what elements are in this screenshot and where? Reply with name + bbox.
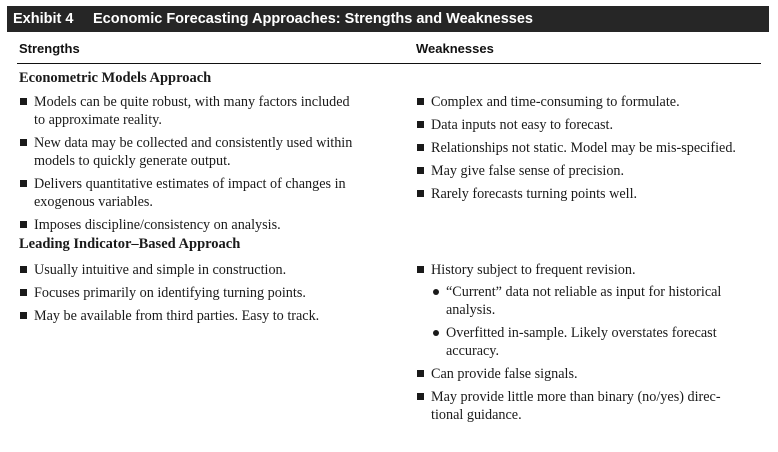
section-title-econometric: Econometric Models Approach bbox=[19, 70, 212, 86]
weaknesses-column-header: Weaknesses bbox=[416, 41, 494, 56]
econometric-strengths-list bbox=[19, 93, 359, 239]
exhibit-number: Exhibit 4 bbox=[13, 11, 74, 27]
list-item: May be available from third parties. Easy to track. bbox=[19, 307, 359, 325]
list-item: Models can be quite robust, with many factors included to approximate reality. bbox=[19, 93, 359, 129]
strengths-column-header: Strengths bbox=[19, 41, 80, 56]
sub-list-item: “Current” data not reliable as input for historical analysis. bbox=[431, 283, 746, 319]
list-item: May provide little more than binary (no/yes) directional guidance. bbox=[416, 388, 746, 424]
leading-indicator-weaknesses-list bbox=[416, 261, 746, 429]
header-divider bbox=[17, 63, 761, 64]
list-item-text: History subject to frequent revision. bbox=[431, 262, 636, 278]
sub-list bbox=[431, 283, 746, 360]
list-item bbox=[416, 261, 746, 360]
list-item: Delivers quantitative estimates of impact of changes in exogenous variables. bbox=[19, 175, 359, 211]
list-item: Data inputs not easy to forecast. bbox=[416, 116, 761, 134]
sub-list-item: Overfitted in-sample. Likely overstates forecast accuracy. bbox=[431, 324, 746, 360]
list-item: May give false sense of precision. bbox=[416, 162, 761, 180]
list-item: Usually intuitive and simple in construction. bbox=[19, 261, 359, 279]
list-item: New data may be collected and consistently used within models to quickly generate output. bbox=[19, 134, 359, 170]
exhibit-title-bar bbox=[7, 6, 769, 32]
list-item: Complex and time-consuming to formulate. bbox=[416, 93, 761, 111]
exhibit-title: Economic Forecasting Approaches: Strengths and Weaknesses bbox=[93, 11, 533, 27]
list-item: Rarely forecasts turning points well. bbox=[416, 185, 761, 203]
leading-indicator-strengths-list bbox=[19, 261, 359, 330]
list-item: Can provide false signals. bbox=[416, 365, 746, 383]
list-item: Relationships not static. Model may be mis-specified. bbox=[416, 139, 761, 157]
list-item: Focuses primarily on identifying turning points. bbox=[19, 284, 359, 302]
section-title-leading-indicator: Leading Indicator–Based Approach bbox=[19, 236, 241, 252]
list-item: Imposes discipline/consistency on analysis. bbox=[19, 216, 359, 234]
econometric-weaknesses-list bbox=[416, 93, 761, 208]
